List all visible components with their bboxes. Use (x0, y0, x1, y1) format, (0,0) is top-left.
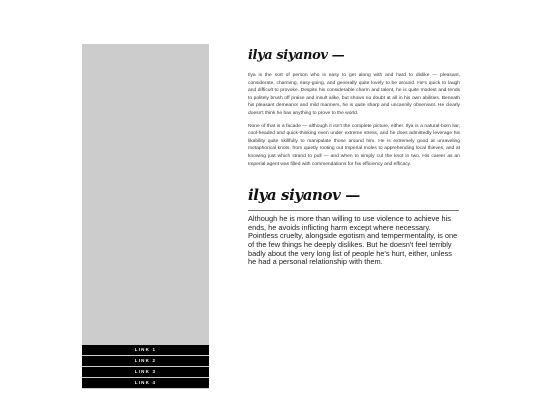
section-heading-2: ilya siyanov — (248, 186, 360, 205)
section-heading-1: ilya siyanov — (248, 48, 345, 63)
nav-link-4[interactable]: LINK 4 (82, 378, 209, 388)
paragraph-1: Ilya is the sort of person who is easy to get along with and hard to dislike — pleasant, considerate, charming, easy-going, and generally quite lovely to be around. He's quick to laugh and difficult to provoke. Despite his considerable charm and talent, he is quite modest and tends to politely brush off praise and insult alike, but shows no doubt at all in his own abilities. Beneath his pleasant demeanor and mild manners, he is quite sharp and uncannily observant. He clearly doesn't think he has anything to prove to the world. (248, 73, 460, 116)
paragraph-2: None of that is a facade — although it isn't the complete picture, either. Ilya is a natural-born liar, cool-headed and quick-thinking even under extreme stress, and he does admittedly leverage his likability quite skillfully to manipulate those around him. He is extremely good at unraveling metaphorical knots, from quietly rooting out Imperial moles to apprehending local thieves, and at knowing just which strand to pull — and when to simply cut the knot in two. His career as an Imperial agent was filled with commendations for his efficiency and efficacy. (248, 123, 460, 167)
nav-link-3[interactable]: LINK 3 (82, 367, 209, 377)
nav-link-2[interactable]: LINK 2 (82, 356, 209, 366)
divider (248, 210, 459, 211)
sidebar-nav (82, 345, 209, 389)
main-content (248, 48, 460, 267)
nav-link-1[interactable]: LINK 1 (82, 345, 209, 355)
paragraph-3: Although he is more than willing to use violence to achieve his ends, he avoids inflicting harm except where necessary. Pointless cruelty, alongside egotism and tempermentality, is one of the few things he deeply dislikes. But he doesn't feel terribly badly about the very long list of people he's hurt, either, unless he had a personal relationship with them. (248, 214, 458, 267)
sidebar-panel (82, 44, 209, 389)
